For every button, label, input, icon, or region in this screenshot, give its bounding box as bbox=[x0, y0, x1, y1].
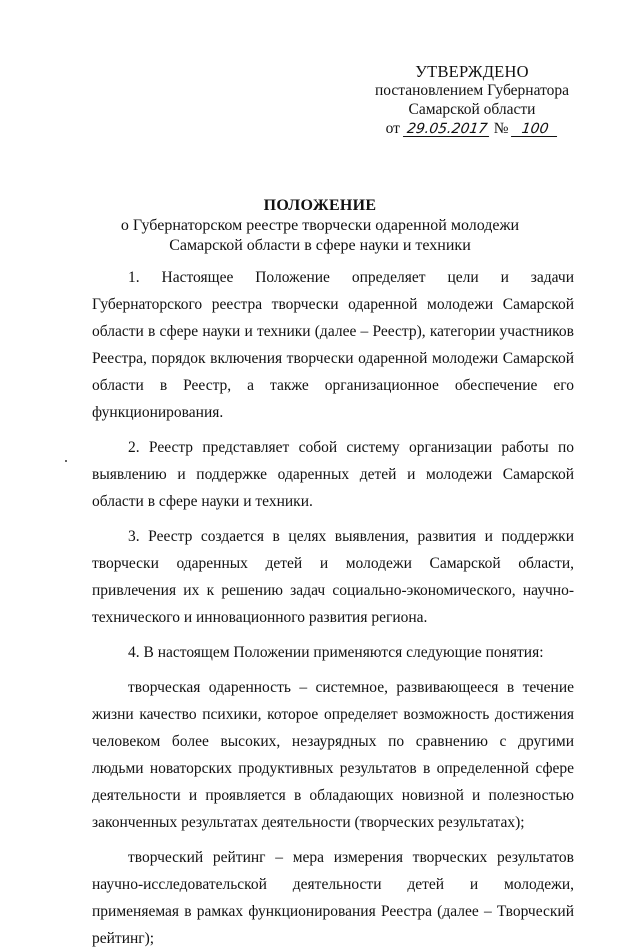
paragraph-3: 3. Реестр создается в целях выявления, развития и поддержки творчески одаренных детей и молодежи Самарской области, привлечения их к решению задач социально-экономического, научно-технического и инновационного развития региона. bbox=[92, 528, 574, 626]
approval-block bbox=[372, 62, 572, 138]
paragraph-2: 2. Реестр представляет собой систему организации работы по выявлению и поддержке одаренных детей и молодежи Самарской области в сфере науки и техники. bbox=[92, 439, 574, 510]
approval-number-handwritten: 100 bbox=[511, 122, 559, 137]
definition-creative-rating: творческий рейтинг – мера измерения творческих результатов научно-исследовательской деятельности детей и молодежи, применяемая в рамках функционирования Реестра (далее – Творческий рейтинг); bbox=[92, 849, 574, 947]
approval-date-handwritten: 29.05.2017 bbox=[403, 122, 491, 137]
title-line-1: о Губернаторском реестре творчески одаренной молодежи bbox=[120, 217, 520, 234]
document-body bbox=[92, 264, 574, 952]
title-heading: ПОЛОЖЕНИЕ bbox=[263, 197, 377, 214]
approval-date-row bbox=[372, 119, 572, 138]
title-line-2: Самарской области в сфере науки и техники bbox=[169, 237, 471, 254]
number-sign: № bbox=[493, 120, 509, 137]
approval-stamp: УТВЕРЖДЕНО bbox=[415, 62, 529, 81]
paragraph-4: 4. В настоящем Положении применяются следующие понятия: bbox=[128, 644, 544, 661]
paragraph-1: 1. Настоящее Положение определяет цели и задачи Губернаторского реестра творчески одаренной молодежи Самарской области в сфере науки и техники (далее – Реестр), категории участников Реестра, порядок включения творчески одаренной молодежи Самарской области в Реестр, а также организационное обеспечение его функционирования. bbox=[92, 269, 574, 421]
approval-line-2: Самарской области bbox=[408, 101, 536, 118]
document-title bbox=[60, 196, 580, 256]
date-prefix: от bbox=[385, 120, 400, 137]
scan-speck bbox=[65, 460, 67, 462]
definition-creative-giftedness: творческая одаренность – системное, развивающееся в течение жизни качество психики, которое определяет возможность достижения человеком более высоких, незаурядных по сравнению с другими людьми новаторских продуктивных результатов в определенной сфере деятельности и проявляется в обладающих новизной и полезностью законченных результатах деятельности (творческих результатах); bbox=[92, 679, 574, 831]
approval-line-1: постановлением Губернатора bbox=[374, 82, 570, 99]
